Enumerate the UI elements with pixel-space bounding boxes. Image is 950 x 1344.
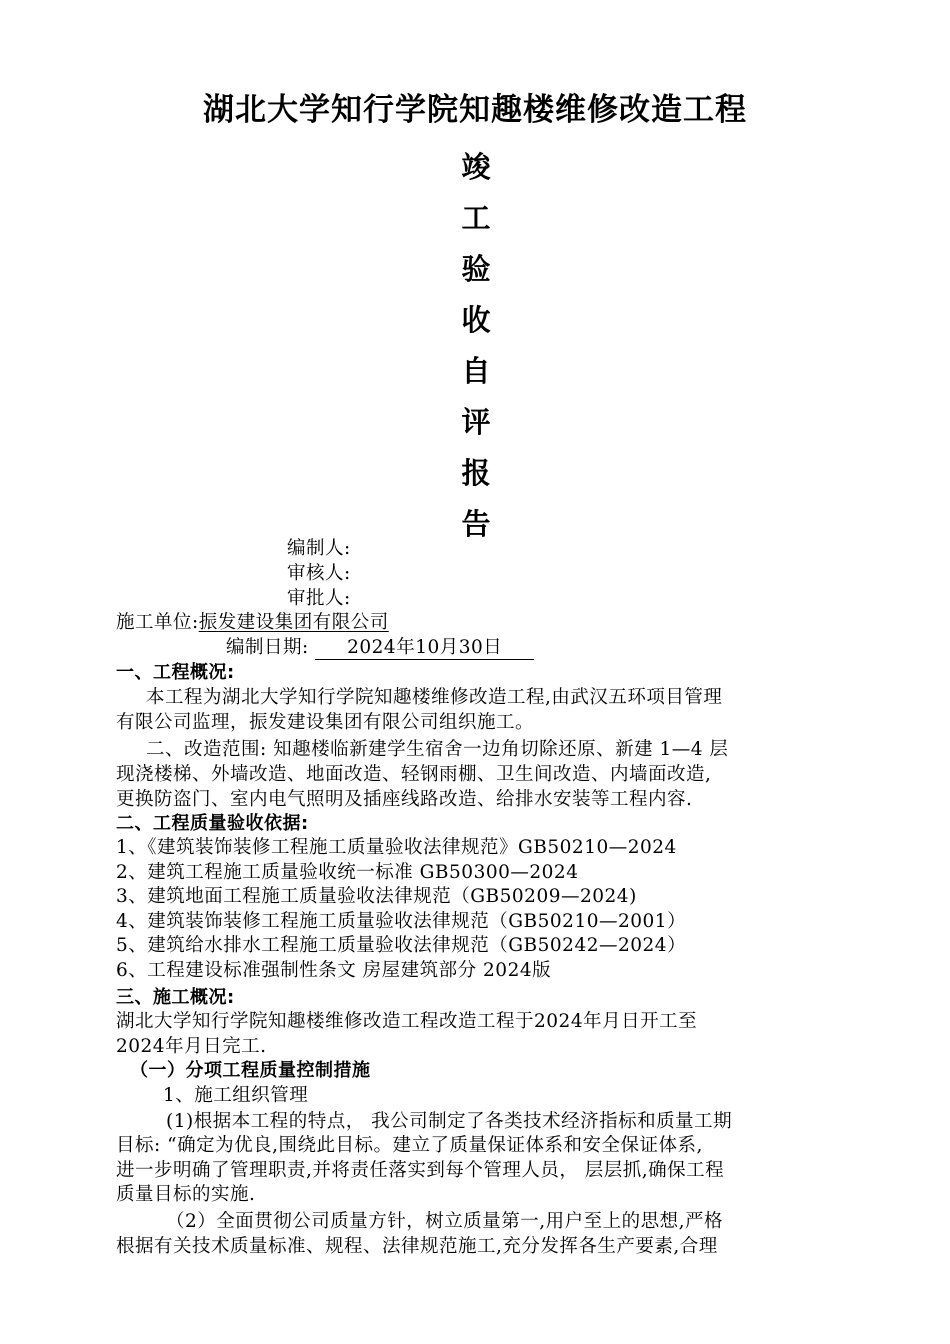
vertical-title-char: 验 xyxy=(461,252,491,286)
vertical-title-char: 收 xyxy=(461,303,491,337)
paragraph-line: 目标: “确定为优良,围绕此目标。建立了质量保证体系和安全保证体系, xyxy=(116,1135,703,1156)
list-item: 1、《建筑装饰装修工程施工质量验收法律规范》GB50210—2024 xyxy=(116,837,677,858)
list-item: 5、建筑给水排水工程施工质量验收法律规范（GB50242—2024） xyxy=(116,935,687,956)
paragraph-line: 进一步明确了管理职责,并将责任落实到每个管理人员， 层层抓,确保工程 xyxy=(116,1160,725,1181)
paragraph-line: 有限公司监理，振发建设集团有限公司组织施工。 xyxy=(116,712,535,733)
vertical-report-title xyxy=(448,142,504,550)
paragraph-line: (1)根据本工程的特点， 我公司制定了各类技术经济指标和质量工期 xyxy=(166,1111,733,1132)
vertical-title-char: 报 xyxy=(461,456,491,490)
vertical-title-char: 工 xyxy=(461,201,491,235)
list-item: 6、工程建设标准强制性条文 房屋建筑部分 2024版 xyxy=(116,960,552,981)
section-heading-construction: 三、施工概况: xyxy=(116,987,235,1008)
list-item: 4、建筑装饰装修工程施工质量验收法律规范（GB50210—2001） xyxy=(116,911,687,932)
paragraph-line: 更换防盗门、室内电气照明及插座线路改造、给排水安装等工程内容. xyxy=(116,789,693,810)
contractor-value: 振发建设集团有限公司 xyxy=(198,612,389,633)
reviewer-label: 审核人: xyxy=(287,563,351,584)
compile-date-value: 2024年10月30日 xyxy=(315,637,534,660)
vertical-title-char: 自 xyxy=(461,354,491,388)
list-item: 2、建筑工程施工质量验收统一标准 GB50300—2024 xyxy=(116,862,579,883)
paragraph-line: 质量目标的实施. xyxy=(116,1184,256,1205)
paragraph-line: 2024年月日完工. xyxy=(116,1036,267,1057)
compiler-label: 编制人: xyxy=(287,538,351,559)
item-title: 1、施工组织管理 xyxy=(163,1085,309,1106)
document-title: 湖北大学知行学院知趣楼维修改造工程 xyxy=(203,92,747,128)
compile-date-label: 编制日期: xyxy=(226,637,309,658)
vertical-title-char: 竣 xyxy=(461,150,491,184)
contractor-row xyxy=(116,611,389,635)
section-heading-basis: 二、工程质量验收依据: xyxy=(116,813,309,834)
approver-label: 审批人: xyxy=(287,588,351,609)
vertical-title-char: 告 xyxy=(461,507,491,541)
paragraph-line: 二、改造范围: 知趣楼临新建学生宿舍一边角切除还原、新建 1—4 层 xyxy=(146,739,729,760)
subsection-heading: （一）分项工程质量控制措施 xyxy=(130,1060,371,1081)
paragraph-line: 现浇楼梯、外墙改造、地面改造、轻钢雨棚、卫生间改造、内墙面改造, xyxy=(116,764,712,785)
list-item: 3、建筑地面工程施工质量验收法律规范（GB50209—2024) xyxy=(116,886,637,907)
section-heading-overview: 一、工程概况: xyxy=(116,662,235,683)
paragraph-line: 根据有关技术质量标准、规程、法律规范施工,充分发挥各生产要素,合理 xyxy=(116,1236,718,1257)
vertical-title-char: 评 xyxy=(461,405,491,439)
paragraph-line: 本工程为湖北大学知行学院知趣楼维修改造工程,由武汉五环项目管理 xyxy=(146,687,723,708)
contractor-label: 施工单位: xyxy=(116,612,199,633)
paragraph-line: 湖北大学知行学院知趣楼维修改造工程改造工程于2024年月日开工至 xyxy=(116,1011,698,1032)
paragraph-line: （2）全面贯彻公司质量方针，树立质量第一,用户至上的思想,严格 xyxy=(166,1211,724,1232)
compile-date-row xyxy=(226,636,534,660)
